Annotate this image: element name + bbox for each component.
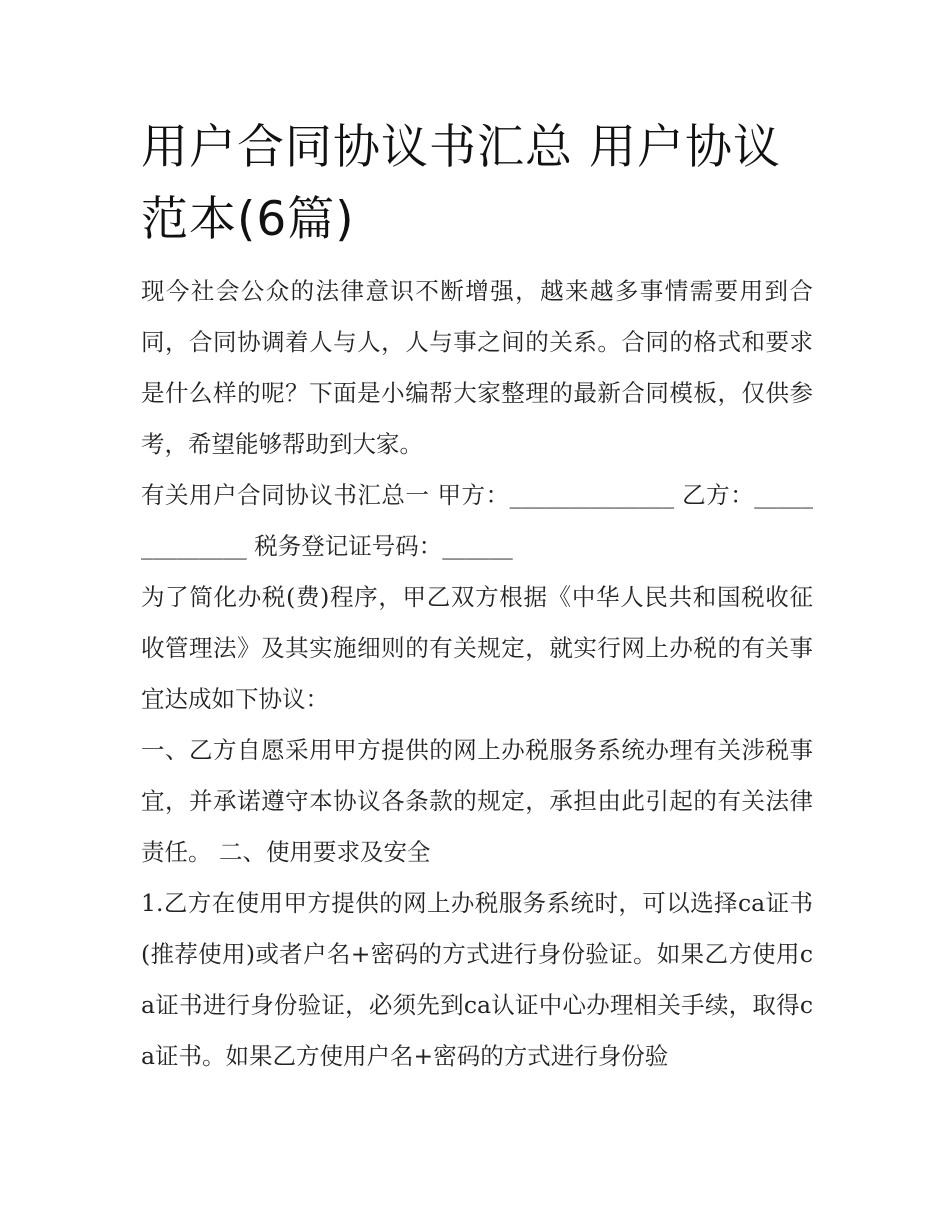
document-title: 用户合同协议书汇总 用户协议范本(6篇) <box>141 120 781 247</box>
paragraph-clause-one: 一、乙方自愿采用甲方提供的网上办税服务系统办理有关涉税事宜，并承诺遵守本协议各条款的规定，承担由此引起的有关法律责任。 二、使用要求及安全 <box>141 736 813 866</box>
paragraph-clause-1-1: 1.乙方在使用甲方提供的网上办税服务系统时，可以选择ca证书(推荐使用)或者户名+密码的方式进行身份验证。如果乙方使用ca证书进行身份验证，必须先到ca认证中心办理相关手续，取得ca证书。如果乙方使用户名+密码的方式进行身份验 <box>141 889 813 1070</box>
document-body <box>141 266 813 1082</box>
paragraph-purpose: 为了简化办税(费)程序，甲乙双方根据《中华人民共和国税收征收管理法》及其实施细则的有关规定，就实行网上办税的有关事宜达成如下协议： <box>141 583 813 713</box>
paragraph-parties: 有关用户合同协议书汇总一 甲方：______________ 乙方：______________ 税务登记证号码：______ <box>141 481 813 560</box>
document-content <box>141 112 813 1082</box>
paragraph-intro: 现今社会公众的法律意识不断增强，越来越多事情需要用到合同，合同协调着人与人，人与事之间的关系。合同的格式和要求是什么样的呢？下面是小编帮大家整理的最新合同模板，仅供参考，希望能够帮助到大家。 <box>141 277 813 458</box>
